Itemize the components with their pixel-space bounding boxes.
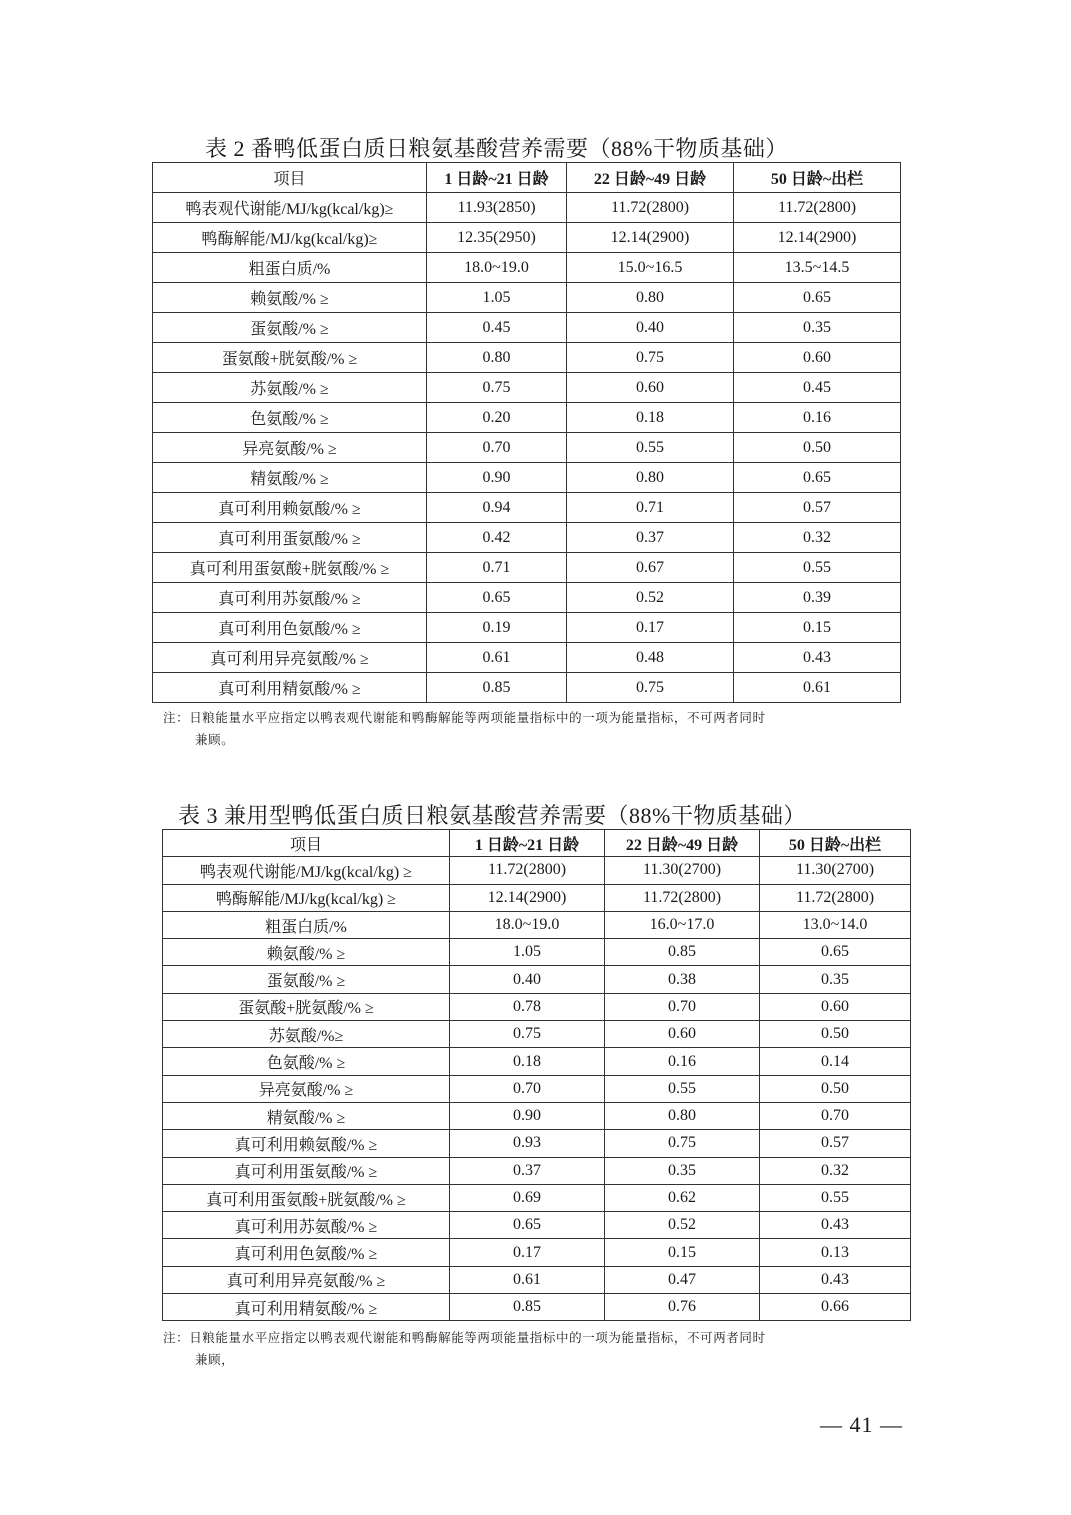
value-cell: 0.76 (605, 1294, 760, 1321)
table-row (163, 1102, 911, 1129)
value-cell: 0.42 (427, 523, 567, 553)
value-cell: 0.35 (605, 1157, 760, 1184)
value-cell: 0.60 (760, 993, 911, 1020)
header-cell: 1 日龄~21 日龄 (427, 163, 567, 193)
value-cell: 0.90 (450, 1102, 605, 1129)
table3-body (163, 857, 911, 1321)
value-cell: 0.69 (450, 1184, 605, 1211)
value-cell: 0.57 (760, 1130, 911, 1157)
value-cell: 0.18 (450, 1048, 605, 1075)
value-cell: 0.37 (450, 1157, 605, 1184)
value-cell: 18.0~19.0 (427, 253, 567, 283)
header-cell: 22 日龄~49 日龄 (567, 163, 734, 193)
row-label-cell: 鸭表观代谢能/MJ/kg(kcal/kg)≥ (153, 193, 427, 223)
row-label-cell: 真可利用苏氨酸/% ≥ (153, 583, 427, 613)
table-row (163, 1239, 911, 1266)
value-cell: 0.50 (760, 1021, 911, 1048)
value-cell: 1.05 (427, 283, 567, 313)
table-row (153, 373, 901, 403)
table3-note (163, 1327, 911, 1371)
table-row (163, 857, 911, 884)
row-label-cell: 鸭表观代谢能/MJ/kg(kcal/kg) ≥ (163, 857, 450, 884)
table-row (163, 911, 911, 938)
value-cell: 0.15 (605, 1239, 760, 1266)
row-label-cell: 真可利用色氨酸/% ≥ (153, 613, 427, 643)
value-cell: 0.75 (567, 673, 734, 703)
table-row (163, 1294, 911, 1321)
value-cell: 0.71 (567, 493, 734, 523)
value-cell: 11.72(2800) (605, 884, 760, 911)
value-cell: 0.60 (605, 1021, 760, 1048)
value-cell: 0.61 (734, 673, 901, 703)
table-header-row (163, 830, 911, 857)
row-label-cell: 真可利用苏氨酸/% ≥ (163, 1212, 450, 1239)
value-cell: 0.40 (567, 313, 734, 343)
value-cell: 0.70 (605, 993, 760, 1020)
table-row (163, 939, 911, 966)
table-row (163, 966, 911, 993)
table2-body (153, 193, 901, 703)
header-cell: 50 日龄~出栏 (734, 163, 901, 193)
row-label-cell: 蛋氨酸/% ≥ (153, 313, 427, 343)
value-cell: 0.75 (605, 1130, 760, 1157)
table2-note (163, 707, 908, 751)
table-row (153, 403, 901, 433)
row-label-cell: 真可利用异亮氨酸/% ≥ (153, 643, 427, 673)
value-cell: 0.43 (760, 1212, 911, 1239)
table-row (163, 1266, 911, 1293)
value-cell: 11.30(2700) (760, 857, 911, 884)
value-cell: 0.61 (427, 643, 567, 673)
table-row (153, 583, 901, 613)
table-row (153, 643, 901, 673)
table-row (163, 1021, 911, 1048)
value-cell: 11.72(2800) (450, 857, 605, 884)
row-label-cell: 真可利用色氨酸/% ≥ (163, 1239, 450, 1266)
value-cell: 0.16 (605, 1048, 760, 1075)
value-cell: 0.35 (734, 313, 901, 343)
table-row (153, 613, 901, 643)
row-label-cell: 真可利用精氨酸/% ≥ (153, 673, 427, 703)
row-label-cell: 粗蛋白质/% (163, 911, 450, 938)
value-cell: 0.45 (734, 373, 901, 403)
value-cell: 13.0~14.0 (760, 911, 911, 938)
value-cell: 18.0~19.0 (450, 911, 605, 938)
value-cell: 0.39 (734, 583, 901, 613)
value-cell: 0.13 (760, 1239, 911, 1266)
value-cell: 0.70 (760, 1102, 911, 1129)
table-row (163, 1048, 911, 1075)
value-cell: 0.48 (567, 643, 734, 673)
row-label-cell: 苏氨酸/% ≥ (153, 373, 427, 403)
value-cell: 16.0~17.0 (605, 911, 760, 938)
row-label-cell: 真可利用蛋氨酸+胱氨酸/% ≥ (163, 1184, 450, 1211)
value-cell: 0.85 (450, 1294, 605, 1321)
table-row (153, 523, 901, 553)
table-row (163, 1212, 911, 1239)
value-cell: 0.38 (605, 966, 760, 993)
header-cell: 项目 (163, 830, 450, 857)
row-label-cell: 苏氨酸/%≥ (163, 1021, 450, 1048)
value-cell: 0.67 (567, 553, 734, 583)
row-label-cell: 异亮氨酸/% ≥ (153, 433, 427, 463)
value-cell: 0.45 (427, 313, 567, 343)
header-cell: 22 日龄~49 日龄 (605, 830, 760, 857)
row-label-cell: 色氨酸/% ≥ (153, 403, 427, 433)
value-cell: 0.65 (427, 583, 567, 613)
value-cell: 0.55 (605, 1075, 760, 1102)
table3-caption: 表 3 兼用型鸭低蛋白质日粮氨基酸营养需要（88%干物质基础） (178, 803, 806, 828)
row-label-cell: 鸭酶解能/MJ/kg(kcal/kg)≥ (153, 223, 427, 253)
value-cell: 11.93(2850) (427, 193, 567, 223)
value-cell: 0.52 (567, 583, 734, 613)
table-row (163, 993, 911, 1020)
note-line: 注：日粮能量水平应指定以鸭表观代谢能和鸭酶解能等两项能量指标中的一项为能量指标，不可两者同时 (163, 1330, 766, 1345)
value-cell: 11.72(2800) (734, 193, 901, 223)
value-cell: 0.15 (734, 613, 901, 643)
value-cell: 0.47 (605, 1266, 760, 1293)
value-cell: 0.60 (734, 343, 901, 373)
value-cell: 11.30(2700) (605, 857, 760, 884)
table-row (153, 493, 901, 523)
value-cell: 0.65 (734, 463, 901, 493)
table-row (163, 884, 911, 911)
row-label-cell: 蛋氨酸/% ≥ (163, 966, 450, 993)
value-cell: 0.50 (734, 433, 901, 463)
value-cell: 0.78 (450, 993, 605, 1020)
value-cell: 0.80 (567, 463, 734, 493)
row-label-cell: 真可利用精氨酸/% ≥ (163, 1294, 450, 1321)
table2-caption: 表 2 番鸭低蛋白质日粮氨基酸营养需要（88%干物质基础） (205, 136, 788, 161)
value-cell: 0.71 (427, 553, 567, 583)
value-cell: 0.43 (734, 643, 901, 673)
row-label-cell: 蛋氨酸+胱氨酸/% ≥ (153, 343, 427, 373)
value-cell: 1.05 (450, 939, 605, 966)
value-cell: 12.14(2900) (567, 223, 734, 253)
value-cell: 0.80 (605, 1102, 760, 1129)
row-label-cell: 真可利用蛋氨酸/% ≥ (163, 1157, 450, 1184)
row-label-cell: 真可利用蛋氨酸+胱氨酸/% ≥ (153, 553, 427, 583)
value-cell: 12.14(2900) (734, 223, 901, 253)
table-row (153, 223, 901, 253)
table-row (153, 673, 901, 703)
row-label-cell: 异亮氨酸/% ≥ (163, 1075, 450, 1102)
value-cell: 0.43 (760, 1266, 911, 1293)
table-row (153, 433, 901, 463)
table-row (153, 313, 901, 343)
value-cell: 0.65 (734, 283, 901, 313)
value-cell: 11.72(2800) (760, 884, 911, 911)
page-number: — 41 — (820, 1412, 903, 1437)
table-row (153, 463, 901, 493)
table-row (163, 1130, 911, 1157)
row-label-cell: 鸭酶解能/MJ/kg(kcal/kg) ≥ (163, 884, 450, 911)
value-cell: 0.35 (760, 966, 911, 993)
row-label-cell: 精氨酸/% ≥ (163, 1102, 450, 1129)
value-cell: 0.16 (734, 403, 901, 433)
value-cell: 0.50 (760, 1075, 911, 1102)
row-label-cell: 真可利用赖氨酸/% ≥ (163, 1130, 450, 1157)
value-cell: 0.55 (567, 433, 734, 463)
value-cell: 13.5~14.5 (734, 253, 901, 283)
row-label-cell: 赖氨酸/% ≥ (163, 939, 450, 966)
value-cell: 0.94 (427, 493, 567, 523)
note-line: 兼顾， (195, 1352, 235, 1367)
value-cell: 0.65 (450, 1212, 605, 1239)
header-cell: 1 日龄~21 日龄 (450, 830, 605, 857)
table-row (153, 283, 901, 313)
value-cell: 0.55 (760, 1184, 911, 1211)
table3 (162, 829, 911, 1321)
table-row (163, 1184, 911, 1211)
table-header-row (153, 163, 901, 193)
row-label-cell: 蛋氨酸+胱氨酸/% ≥ (163, 993, 450, 1020)
value-cell: 0.52 (605, 1212, 760, 1239)
value-cell: 0.40 (450, 966, 605, 993)
value-cell: 0.55 (734, 553, 901, 583)
value-cell: 0.32 (760, 1157, 911, 1184)
value-cell: 0.80 (427, 343, 567, 373)
row-label-cell: 粗蛋白质/% (153, 253, 427, 283)
row-label-cell: 赖氨酸/% ≥ (153, 283, 427, 313)
table-row (153, 553, 901, 583)
value-cell: 0.37 (567, 523, 734, 553)
value-cell: 0.18 (567, 403, 734, 433)
value-cell: 0.70 (427, 433, 567, 463)
value-cell: 0.60 (567, 373, 734, 403)
value-cell: 0.90 (427, 463, 567, 493)
value-cell: 0.75 (450, 1021, 605, 1048)
row-label-cell: 真可利用赖氨酸/% ≥ (153, 493, 427, 523)
value-cell: 0.17 (450, 1239, 605, 1266)
table-row (153, 193, 901, 223)
value-cell: 0.80 (567, 283, 734, 313)
value-cell: 12.35(2950) (427, 223, 567, 253)
row-label-cell: 精氨酸/% ≥ (153, 463, 427, 493)
row-label-cell: 真可利用异亮氨酸/% ≥ (163, 1266, 450, 1293)
note-line: 兼顾。 (195, 732, 235, 747)
header-cell: 50 日龄~出栏 (760, 830, 911, 857)
value-cell: 0.66 (760, 1294, 911, 1321)
table-row (153, 253, 901, 283)
value-cell: 0.85 (605, 939, 760, 966)
header-cell: 项目 (153, 163, 427, 193)
value-cell: 0.93 (450, 1130, 605, 1157)
value-cell: 0.14 (760, 1048, 911, 1075)
table-row (153, 343, 901, 373)
row-label-cell: 色氨酸/% ≥ (163, 1048, 450, 1075)
table-row (163, 1157, 911, 1184)
value-cell: 0.65 (760, 939, 911, 966)
table-row (163, 1075, 911, 1102)
value-cell: 0.19 (427, 613, 567, 643)
value-cell: 0.75 (427, 373, 567, 403)
value-cell: 0.75 (567, 343, 734, 373)
value-cell: 0.62 (605, 1184, 760, 1211)
value-cell: 0.17 (567, 613, 734, 643)
note-line: 注：日粮能量水平应指定以鸭表观代谢能和鸭酶解能等两项能量指标中的一项为能量指标，不可两者同时 (163, 710, 766, 725)
value-cell: 12.14(2900) (450, 884, 605, 911)
value-cell: 0.85 (427, 673, 567, 703)
value-cell: 0.32 (734, 523, 901, 553)
value-cell: 0.57 (734, 493, 901, 523)
row-label-cell: 真可利用蛋氨酸/% ≥ (153, 523, 427, 553)
value-cell: 0.70 (450, 1075, 605, 1102)
value-cell: 0.20 (427, 403, 567, 433)
value-cell: 0.61 (450, 1266, 605, 1293)
value-cell: 15.0~16.5 (567, 253, 734, 283)
value-cell: 11.72(2800) (567, 193, 734, 223)
table2 (152, 162, 901, 703)
